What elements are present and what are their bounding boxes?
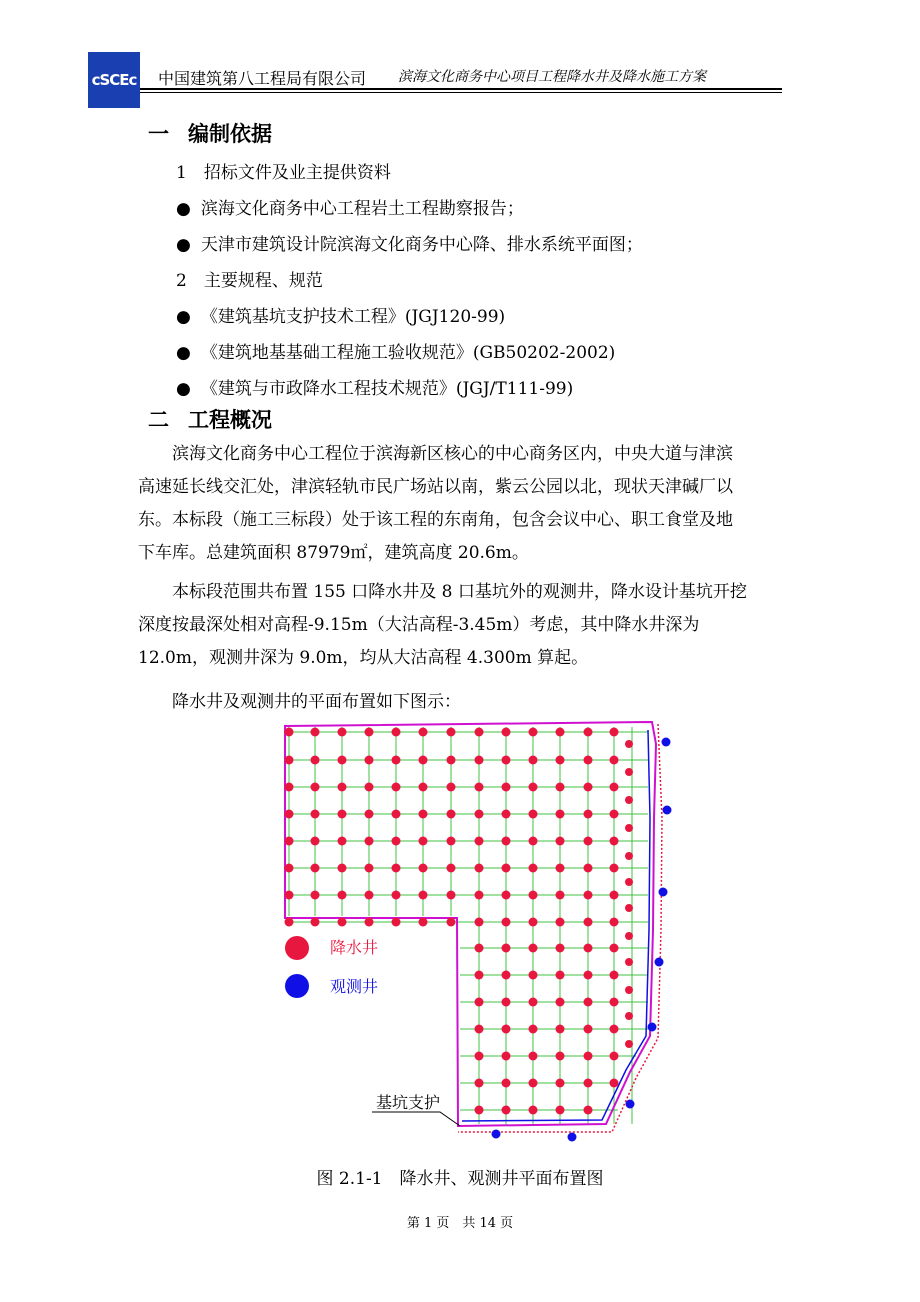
dewatering-well [365,864,374,873]
dewatering-well [610,1025,619,1034]
section-heading-1: 一 编制依据 [148,122,272,146]
dewatering-well [475,998,484,1007]
dewatering-well [625,852,633,860]
dewatering-well [502,1025,511,1034]
dewatering-well [419,864,428,873]
dewatering-well [285,837,294,846]
dewatering-well [556,1025,565,1034]
dewatering-well [311,810,320,819]
dewatering-well [625,768,633,776]
dewatering-well [502,998,511,1007]
dewatering-well [285,891,294,900]
subheading-standards: 2 主要规程、规范 [176,271,323,291]
dewatering-well [285,810,294,819]
dewatering-well [556,837,565,846]
dewatering-well [556,756,565,765]
dewatering-well [365,918,374,927]
dewatering-well [610,728,619,737]
dewatering-well [419,918,428,927]
dewatering-well [584,837,593,846]
dewatering-well [610,1052,619,1061]
dewatering-well [625,740,633,748]
dewatering-well [584,998,593,1007]
dewatering-well [502,1052,511,1061]
dewatering-well [419,728,428,737]
dewatering-well [610,971,619,980]
dewatering-well [584,971,593,980]
paragraph-wells: 本标段范围共布置 155 口降水井及 8 口基坑外的观测井，降水设计基坑开挖 深度按最深处相对高程-9.15m（大沽高程-3.45m）考虑，其中降水井深为 12.0m，观测井深为 9.0m，均从大沽高程 4.300m 算起。 [138,582,747,668]
dewatering-well [392,728,401,737]
dewatering-well [610,837,619,846]
dewatering-well [625,1012,633,1020]
dewatering-well [502,783,511,792]
observation-well [663,806,672,815]
dewatering-well [338,728,347,737]
dewatering-well [338,864,347,873]
dewatering-well [529,891,538,900]
dewatering-well [475,918,484,927]
dewatering-well [625,986,633,994]
paragraph-overview: 滨海文化商务中心工程位于滨海新区核心的中心商务区内，中央大道与津滨 高速延长线交汇处，津滨轻轨市民广场站以南，紫云公园以北，现状天津碱厂以 东。本标段（施工三标段）处于该工程的东南角，包含会议中心、职工食堂及地 下车库。总建筑面积 87979㎡，建筑高度 20.6m。 [138,444,733,563]
dewatering-well [502,756,511,765]
bullet-item: ● 《建筑基坑支护技术工程》(JGJ120-99) [176,302,505,327]
dewatering-well [311,891,320,900]
dewatering-well [556,998,565,1007]
dewatering-well [556,810,565,819]
dewatering-well [556,1079,565,1088]
dewatering-well [502,944,511,953]
dewatering-well [475,728,484,737]
dewatering-well [392,810,401,819]
dewatering-well [610,944,619,953]
section-heading-2: 二 工程概况 [148,408,272,432]
wells-layer [285,728,672,1142]
dewatering-well [610,1079,619,1088]
dewatering-well [584,864,593,873]
paragraph-figure-intro: 降水井及观测井的平面布置如下图示： [172,692,461,712]
legend-dewatering-marker [285,936,309,960]
dewatering-well [625,958,633,966]
dewatering-well [475,864,484,873]
bullet-item: ● 天津市建筑设计院滨海文化商务中心降、排水系统平面图； [176,230,643,255]
dewatering-well [610,864,619,873]
legend-observation-label: 观测井 [330,977,379,996]
dewatering-well [475,971,484,980]
dewatering-well [502,728,511,737]
dewatering-well [610,756,619,765]
dewatering-well [419,783,428,792]
header-rule-thin [140,92,782,93]
dewatering-well [285,783,294,792]
observation-well [662,738,671,747]
dewatering-well [625,824,633,832]
dewatering-well [475,944,484,953]
dewatering-well [529,783,538,792]
dewatering-well [584,1025,593,1034]
dewatering-well [502,891,511,900]
dewatering-well [556,783,565,792]
well-layout-figure [0,700,920,1160]
dewatering-well [529,837,538,846]
dewatering-well [502,1079,511,1088]
dewatering-well [338,837,347,846]
dewatering-well [311,918,320,927]
dewatering-well [475,1025,484,1034]
observation-well [648,1023,657,1032]
dewatering-well [392,918,401,927]
dewatering-well [285,864,294,873]
dewatering-well [447,728,456,737]
dewatering-well [392,837,401,846]
dewatering-well [338,783,347,792]
dewatering-well [365,783,374,792]
dewatering-well [365,728,374,737]
dewatering-well [392,864,401,873]
dewatering-well [529,1052,538,1061]
dewatering-well [502,864,511,873]
dewatering-well [447,891,456,900]
dewatering-well [447,864,456,873]
dewatering-well [584,728,593,737]
company-name: 中国建筑第八工程局有限公司 [158,69,367,88]
dewatering-well [502,1106,511,1115]
dewatering-well [475,783,484,792]
dewatering-well [392,783,401,792]
dewatering-well [338,891,347,900]
dewatering-well [529,864,538,873]
dewatering-well [447,918,456,927]
dewatering-well [529,1025,538,1034]
dewatering-well [475,756,484,765]
dewatering-well [392,891,401,900]
dewatering-well [365,891,374,900]
dewatering-well [610,918,619,927]
bullet-item: ● 《建筑与市政降水工程技术规范》(JGJ/T111-99) [176,374,573,399]
dewatering-well [475,837,484,846]
dewatering-well [419,756,428,765]
dewatering-well [584,1052,593,1061]
dewatering-well [529,728,538,737]
dewatering-well [475,1052,484,1061]
dewatering-well [556,1052,565,1061]
dewatering-well [285,756,294,765]
dewatering-well [365,756,374,765]
observation-well [492,1130,501,1139]
dewatering-well [529,971,538,980]
dewatering-well [625,1040,633,1048]
dewatering-well [610,783,619,792]
dewatering-well [529,810,538,819]
dewatering-well [556,891,565,900]
support-label: 基坑支护 [376,1093,441,1112]
support-leader [372,1112,460,1126]
dewatering-well [392,756,401,765]
page-header [0,0,920,100]
dewatering-well [584,810,593,819]
dewatering-well [610,891,619,900]
dewatering-well [502,837,511,846]
dewatering-well [584,756,593,765]
dewatering-well [625,878,633,886]
dewatering-well [447,756,456,765]
observation-well [568,1133,577,1142]
dewatering-well [529,1079,538,1088]
observation-well [655,958,664,967]
dewatering-well [584,783,593,792]
company-logo: cSCEc [88,52,140,108]
dewatering-well [419,891,428,900]
dewatering-well [475,1106,484,1115]
dewatering-well [625,796,633,804]
dewatering-well [419,837,428,846]
dewatering-well [447,837,456,846]
dewatering-well [625,932,633,940]
dewatering-well [556,918,565,927]
dewatering-well [311,756,320,765]
dewatering-well [529,1106,538,1115]
dewatering-well [311,728,320,737]
dewatering-well [584,918,593,927]
dewatering-well [419,810,428,819]
dewatering-well [529,998,538,1007]
dewatering-well [311,837,320,846]
dewatering-well [285,918,294,927]
dewatering-well [502,971,511,980]
bullet-item: ● 《建筑地基基础工程施工验收规范》(GB50202-2002) [176,338,615,363]
page-number: 第 1 页 共 14 页 [406,1216,514,1231]
bullet-item: ● 滨海文化商务中心工程岩土工程勘察报告； [176,194,524,219]
dewatering-well [475,810,484,819]
document-title: 滨海文化商务中心项目工程降水井及降水施工方案 [398,69,706,85]
dewatering-well [338,756,347,765]
well-layout-diagram [0,700,920,1160]
figure-caption: 图 2.1-1 降水井、观测井平面布置图 [316,1169,604,1189]
dewatering-well [584,891,593,900]
dewatering-well [475,891,484,900]
dewatering-well [365,837,374,846]
dewatering-well [556,728,565,737]
dewatering-well [556,864,565,873]
legend-dewatering-label: 降水井 [330,938,379,957]
dewatering-well [625,904,633,912]
header-rule [140,88,782,90]
dewatering-well [556,944,565,953]
dewatering-well [338,810,347,819]
dewatering-well [556,1106,565,1115]
dewatering-well [610,998,619,1007]
observation-well [659,888,668,897]
dewatering-well [502,918,511,927]
dewatering-well [584,1079,593,1088]
dewatering-well [529,756,538,765]
legend-observation-marker [285,974,309,998]
dewatering-well [584,944,593,953]
dewatering-well [365,810,374,819]
dewatering-well [502,810,511,819]
dewatering-well [584,1106,593,1115]
dewatering-well [475,1079,484,1088]
dewatering-well [311,864,320,873]
dewatering-well [311,783,320,792]
dewatering-well [556,971,565,980]
dewatering-well [285,728,294,737]
dewatering-well [447,783,456,792]
subheading-tender-docs: 1 招标文件及业主提供资料 [176,163,391,183]
dewatering-well [447,810,456,819]
dewatering-well [529,918,538,927]
dewatering-well [338,918,347,927]
dewatering-well [610,810,619,819]
observation-well [626,1100,635,1109]
dewatering-well [529,944,538,953]
